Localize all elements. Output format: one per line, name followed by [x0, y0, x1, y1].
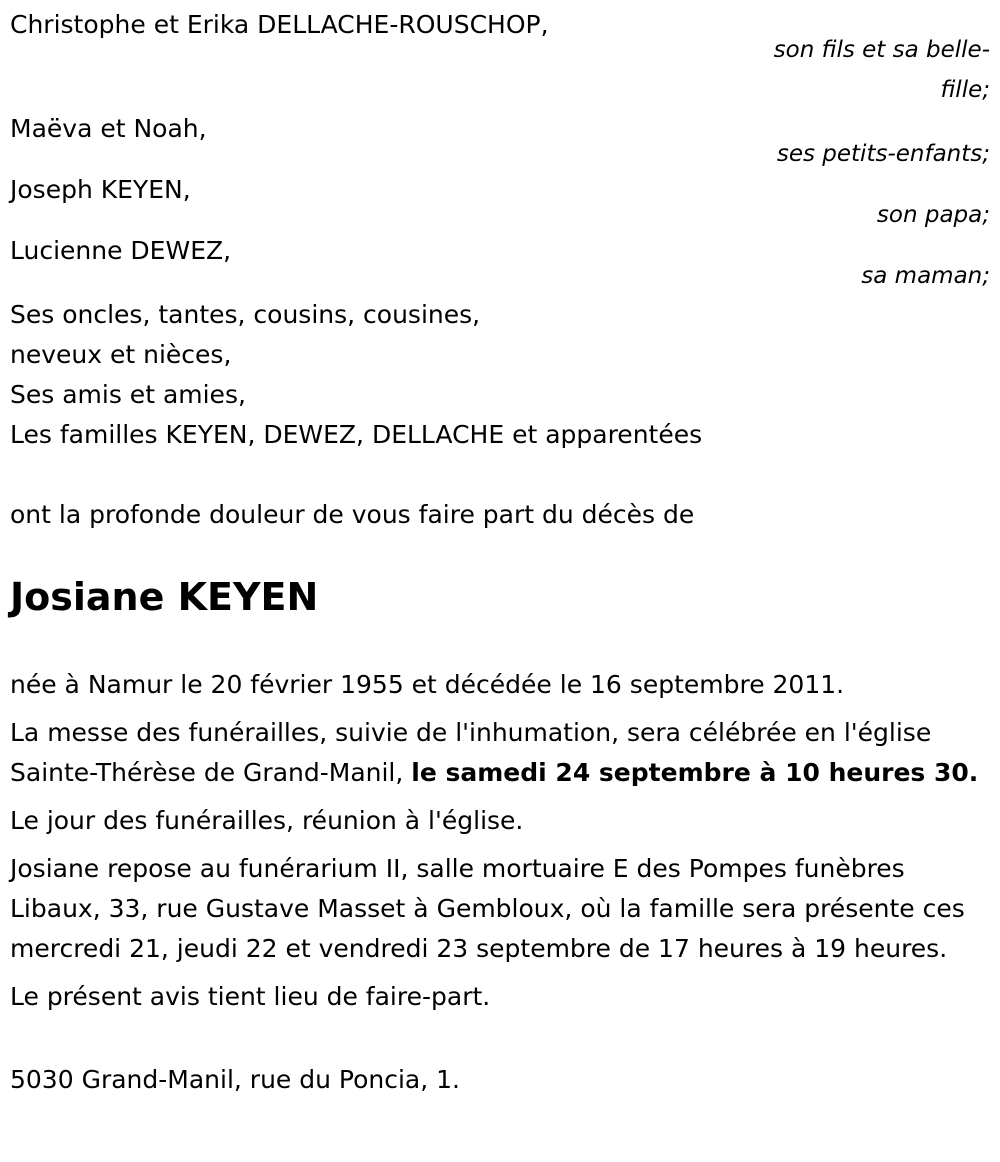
family-entry	[10, 109, 990, 174]
announcement-text: ont la profonde douleur de vous faire part du décès de	[10, 500, 695, 529]
family-entry	[10, 170, 990, 235]
funeral-mass-info	[10, 713, 990, 793]
family-name: Joseph KEYEN,	[10, 175, 191, 204]
other-relatives	[10, 295, 990, 455]
family-relation: ses petits-enfants;	[776, 141, 990, 167]
deceased-name: Josiane KEYEN	[10, 575, 319, 619]
notice-text: Le présent avis tient lieu de faire-part.	[10, 982, 491, 1011]
obituary-notice	[0, 5, 1000, 1162]
family-address: 5030 Grand-Manil, rue du Poncia, 1.	[10, 1065, 460, 1094]
family-relation: son papa;	[876, 202, 990, 228]
other-relatives-line: Les familles KEYEN, DEWEZ, DELLACHE et apparentées	[10, 420, 703, 449]
family-entry	[10, 5, 990, 110]
family-name: Christophe et Erika DELLACHE-ROUSCHOP,	[10, 10, 549, 39]
family-entry	[10, 231, 990, 296]
mass-text: La messe des funérailles, suivie de l'inhumation, sera célébrée en l'église Sainte-Thérèse de Grand-Manil,	[10, 718, 932, 787]
other-relatives-line: Ses amis et amies,	[10, 380, 246, 409]
mass-date-time: le samedi 24 septembre à 10 heures 30.	[411, 758, 979, 787]
other-relatives-line: Ses oncles, tantes, cousins, cousines,	[10, 300, 481, 329]
family-name: Lucienne DEWEZ,	[10, 236, 232, 265]
family-relation: sa maman;	[861, 263, 990, 289]
meeting-info: Le jour des funérailles, réunion à l'église.	[10, 806, 524, 835]
family-name: Maëva et Noah,	[10, 114, 207, 143]
other-relatives-line: neveux et nièces,	[10, 340, 232, 369]
family-relation: son fils et sa belle-fille;	[773, 37, 990, 103]
obituary-details	[10, 665, 990, 1017]
resting-place-info: Josiane repose au funérarium II, salle mortuaire E des Pompes funèbres Libaux, 33, rue Gustave Masset à Gembloux, où la famille sera présente ces mercredi 21, jeudi 22 et vendredi 23 septembre de 17 heures à 19 heures.	[10, 854, 965, 963]
birth-death-dates: née à Namur le 20 février 1955 et décédée le 16 septembre 2011.	[10, 670, 845, 699]
